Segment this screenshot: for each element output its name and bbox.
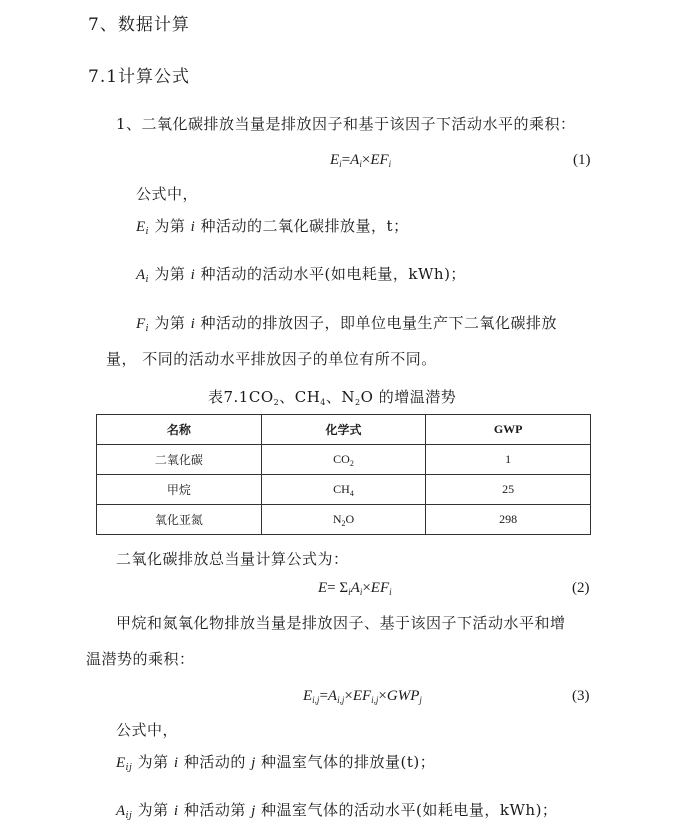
section-title: 7、数据计算 [88,15,190,35]
methane-paragraph-continued: 温潜势的乘积： [86,650,195,668]
table-cell-formula: $CH_4$ [261,475,426,505]
methane-paragraph: 甲烷和氮氧化物排放当量是排放因子、基于该因子下活动水平和增 [116,614,566,632]
table-cell-name: 氧化亚氮 [97,505,262,535]
table-cell-gwp: 25 [426,475,591,505]
equation-3-number: (3) [572,688,590,704]
table-cell-name: 二氧化碳 [97,445,262,475]
table-row [97,445,591,475]
equation-2: $E= \Sigma_iA_i\times EF_i$ [318,580,392,597]
table-cell-formula: $N_2O$ [261,505,426,535]
table-header-gwp: GWP [426,415,591,445]
equation-2-number: (2) [572,580,590,596]
equation-1-number: (1) [573,152,591,168]
table-caption: 表$7.1CO_2$、$CH_4$、$N_2O$ 的增温潜势 [208,388,457,407]
definition-Eij: $E_{ij}$ 为第 i 种活动的 j 种温室气体的排放量(t)； [116,753,436,773]
table-row [97,475,591,505]
table-header-formula: 化学式 [261,415,426,445]
definition-F-continued: 量， 不同的活动水平排放因子的单位有所不同。 [106,350,437,368]
total-formula-intro: 二氧化碳排放总当量计算公式为： [116,550,349,568]
definition-A: $A_i$ 为第 i 种活动的活动水平(如电耗量，kWh)； [136,265,466,285]
equation-1: $E_i=A_i\times EF_i$ [330,152,392,169]
subsection-title: 7.1计算公式 [88,67,191,87]
table-cell-gwp: 1 [426,445,591,475]
table-cell-formula: $CO_2$ [261,445,426,475]
definition-F: $F_i$ 为第 i 种活动的排放因子，即单位电量生产下二氧化碳排放 [136,314,558,334]
table-header-row [97,415,591,445]
equation-3: $E_{i,j}=A_{i,j}\times EF_{i,j}\times GWP_j$ [303,688,422,705]
definition-Aij: $A_{ij}$ 为第 i 种活动第 j 种温室气体的活动水平(如耗电量，kWh)； [116,801,558,821]
intro-paragraph: 1、二氧化碳排放当量是排放因子和基于该因子下活动水平的乘积： [116,115,576,133]
where-label-1: 公式中， [136,185,199,203]
where-label-2: 公式中， [116,721,179,739]
gwp-table [96,414,591,535]
table-row [97,505,591,535]
table-header-name: 名称 [97,415,262,445]
table-cell-gwp: 298 [426,505,591,535]
table-cell-name: 甲烷 [97,475,262,505]
definition-E: $E_i$ 为第 i 种活动的二氧化碳排放量，t； [136,217,409,237]
